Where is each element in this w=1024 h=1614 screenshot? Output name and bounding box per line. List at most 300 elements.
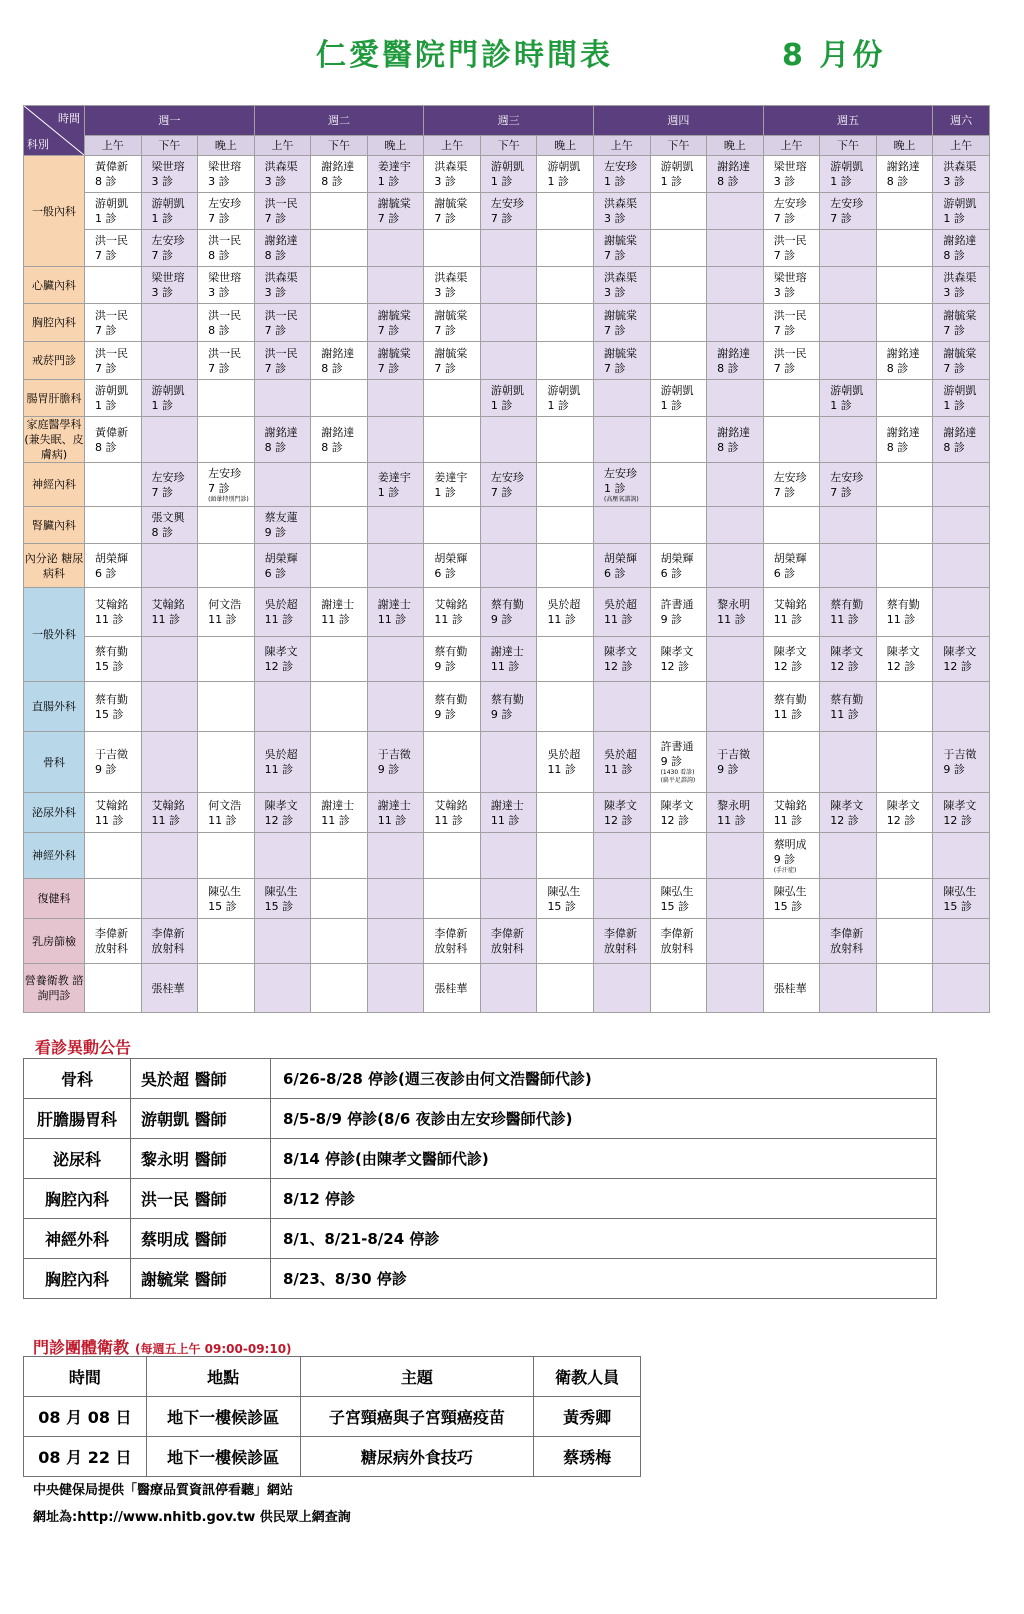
doctor-name: 洪森渠 xyxy=(604,197,638,210)
schedule-row xyxy=(24,417,990,463)
schedule-cell xyxy=(594,230,651,267)
clinic-room: 8 診 xyxy=(717,440,739,454)
schedule-cell xyxy=(650,682,707,732)
schedule-cell xyxy=(480,793,537,833)
doctor-name: 洪森渠 xyxy=(943,160,977,173)
doctor-name: 游朝凱 xyxy=(490,384,524,397)
doctor-name: 陳孝文 xyxy=(773,645,807,658)
schedule-cell xyxy=(537,380,594,417)
clinic-room: 1 診 xyxy=(377,175,400,188)
clinic-room: 3 診 xyxy=(151,175,174,188)
department-label: 一般內科 xyxy=(24,156,85,267)
clinic-room: 1 診 xyxy=(547,175,569,188)
schedule-cell xyxy=(933,682,990,732)
doctor-name: 謝毓棠 xyxy=(377,346,411,360)
schedule-cell xyxy=(763,507,820,544)
clinic-room: 12 診 xyxy=(830,660,859,673)
clinic-room: 7 診 xyxy=(264,323,287,337)
schedule-cell xyxy=(141,964,198,1013)
doctor-name: 蔡有勤 xyxy=(434,692,468,706)
doctor-name: 洪一民 xyxy=(95,308,128,322)
schedule-cell xyxy=(820,193,877,230)
clinic-room: 3 診 xyxy=(208,175,230,188)
clinic-room: 3 診 xyxy=(773,175,796,188)
doctor-name: 洪森渠 xyxy=(604,271,638,284)
doctor-name: 謝毓棠 xyxy=(377,197,411,210)
schedule-cell xyxy=(876,507,933,544)
session-header: 晚上 xyxy=(537,136,594,156)
clinic-room: 1 診 xyxy=(95,399,117,412)
department-label: 神經內科 xyxy=(24,463,85,507)
schedule-cell xyxy=(763,793,820,833)
clinic-room: 1 診 xyxy=(490,175,513,188)
schedule-cell xyxy=(537,879,594,919)
schedule-cell xyxy=(763,230,820,267)
session-header: 下午 xyxy=(480,136,537,156)
schedule-cell xyxy=(254,682,311,732)
doctor-name: 梁世瑢 xyxy=(208,271,242,284)
doctor-name: 陳弘生 xyxy=(773,884,807,898)
department-label: 腸胃肝膽科 xyxy=(24,380,85,417)
doctor-name: 陳孝文 xyxy=(830,645,864,658)
cell-note: (1430 看診) xyxy=(660,769,695,776)
schedule-cell xyxy=(933,417,990,463)
department-label: 復健科 xyxy=(24,879,85,919)
schedule-cell xyxy=(311,544,368,588)
clinic-room: 6 診 xyxy=(604,566,626,580)
schedule-cell xyxy=(198,267,255,304)
schedule-cell xyxy=(367,267,424,304)
clinic-room: 12 診 xyxy=(604,813,633,827)
schedule-cell xyxy=(424,793,481,833)
schedule-cell xyxy=(424,637,481,682)
clinic-room: 6 診 xyxy=(660,566,683,580)
cell-note: (高壓氧諮詢) xyxy=(604,495,639,503)
schedule-cell xyxy=(198,964,255,1013)
session-header: 上午 xyxy=(254,136,311,156)
schedule-cell xyxy=(707,267,764,304)
schedule-cell xyxy=(367,230,424,267)
edu-location: 地下一樓候診區 xyxy=(146,1437,300,1477)
clinic-room: 7 診 xyxy=(604,323,626,337)
schedule-cell xyxy=(254,544,311,588)
doctor-name: 游朝凱 xyxy=(830,160,864,173)
clinic-room: 1 診 xyxy=(547,399,569,412)
clinic-room: 15 診 xyxy=(943,899,972,913)
schedule-cell xyxy=(876,156,933,193)
schedule-cell xyxy=(650,637,707,682)
schedule-cell xyxy=(650,156,707,193)
doctor-name: 左安珍 xyxy=(773,470,807,484)
announcement-table xyxy=(23,1058,937,1299)
schedule-cell xyxy=(707,919,764,964)
doctor-name: 左安珍 xyxy=(208,466,242,480)
schedule-cell xyxy=(254,919,311,964)
doctor-name: 陳孝文 xyxy=(604,798,638,812)
doctor-name: 艾翰銘 xyxy=(434,598,468,611)
department-label: 戒菸門診 xyxy=(24,342,85,380)
schedule-row xyxy=(24,637,990,682)
doctor-name: 陳孝文 xyxy=(264,798,298,812)
schedule-cell xyxy=(876,417,933,463)
schedule-cell xyxy=(311,380,368,417)
clinic-room: 12 診 xyxy=(943,813,972,827)
cell-note: (手汗症) xyxy=(773,866,797,874)
cell-note: (頭暈特別門診) xyxy=(208,495,249,503)
schedule-cell xyxy=(311,507,368,544)
day-header: 週四 xyxy=(594,106,764,136)
clinic-room: 15 診 xyxy=(264,899,294,913)
schedule-cell xyxy=(537,544,594,588)
ann-dept: 泌尿科 xyxy=(24,1139,131,1179)
schedule-cell xyxy=(933,793,990,833)
schedule-row xyxy=(24,588,990,637)
doctor-name: 洪森渠 xyxy=(264,160,298,173)
clinic-room: 放射科 xyxy=(490,942,524,955)
clinic-room: 1 診 xyxy=(604,175,626,188)
schedule-cell xyxy=(311,156,368,193)
doctor-name: 謝毓棠 xyxy=(604,346,638,360)
announcement-row xyxy=(24,1179,937,1219)
schedule-cell xyxy=(594,588,651,637)
schedule-cell xyxy=(367,193,424,230)
schedule-cell xyxy=(480,193,537,230)
session-header: 下午 xyxy=(650,136,707,156)
schedule-cell xyxy=(311,304,368,342)
doctor-name: 洪森渠 xyxy=(943,271,977,284)
schedule-cell xyxy=(480,879,537,919)
schedule-cell xyxy=(594,267,651,304)
schedule-cell xyxy=(820,964,877,1013)
schedule-cell xyxy=(537,833,594,879)
doctor-name: 謝毓棠 xyxy=(377,308,411,322)
doctor-name: 洪一民 xyxy=(208,308,242,322)
schedule-cell xyxy=(254,230,311,267)
schedule-cell xyxy=(367,380,424,417)
doctor-name: 于吉徵 xyxy=(377,748,411,761)
schedule-cell xyxy=(763,380,820,417)
doctor-name: 謝毓棠 xyxy=(604,308,638,322)
doctor-name: 吳於超 xyxy=(604,748,638,761)
doctor-name: 謝銘達 xyxy=(321,425,355,439)
clinic-room: 3 診 xyxy=(943,286,965,299)
doctor-name: 姜達宇 xyxy=(434,470,468,484)
doctor-name: 游朝凱 xyxy=(547,160,581,173)
clinic-room: 7 診 xyxy=(95,323,117,337)
schedule-cell xyxy=(198,342,255,380)
schedule-cell xyxy=(254,507,311,544)
doctor-name: 游朝凱 xyxy=(95,384,128,397)
education-subtitle: (每週五上午 09:00-09:10) xyxy=(135,1342,292,1356)
ann-doctor: 游朝凱 醫師 xyxy=(131,1099,271,1139)
schedule-cell xyxy=(537,156,594,193)
schedule-cell xyxy=(254,342,311,380)
clinic-room: 7 診 xyxy=(434,323,456,337)
schedule-cell xyxy=(480,463,537,507)
schedule-cell xyxy=(820,637,877,682)
clinic-room: 11 診 xyxy=(95,613,124,626)
ann-doctor: 謝毓棠 醫師 xyxy=(131,1259,271,1299)
schedule-cell xyxy=(367,879,424,919)
clinic-room: 11 診 xyxy=(490,813,520,827)
clinic-room: 3 診 xyxy=(434,175,456,188)
doctor-name: 陳孝文 xyxy=(886,645,920,658)
schedule-cell xyxy=(311,588,368,637)
clinic-room: 1 診 xyxy=(604,481,626,495)
clinic-room: 8 診 xyxy=(208,249,230,262)
doctor-name: 左安珍 xyxy=(208,197,242,210)
doctor-name: 姜達宇 xyxy=(377,160,411,173)
clinic-room: 11 診 xyxy=(547,763,576,776)
schedule-cell xyxy=(480,588,537,637)
schedule-row xyxy=(24,682,990,732)
schedule-cell xyxy=(424,156,481,193)
doctor-name: 洪一民 xyxy=(773,234,807,247)
doctor-name: 游朝凱 xyxy=(95,197,128,210)
schedule-cell xyxy=(876,879,933,919)
ann-note: 6/26-8/28 停診(週三夜診由何文浩醫師代診) xyxy=(271,1059,937,1099)
clinic-room: 6 診 xyxy=(264,566,287,580)
doctor-name: 黎永明 xyxy=(717,798,751,812)
doctor-name: 陳孝文 xyxy=(943,798,977,812)
doctor-name: 艾翰銘 xyxy=(151,798,185,812)
schedule-cell xyxy=(141,417,198,463)
doctor-name: 謝達士 xyxy=(321,798,355,812)
doctor-name: 胡榮輝 xyxy=(660,551,694,565)
schedule-cell xyxy=(763,463,820,507)
clinic-room: 12 診 xyxy=(886,813,916,827)
clinic-room: 放射科 xyxy=(830,942,864,955)
schedule-cell xyxy=(480,919,537,964)
schedule-row xyxy=(24,156,990,193)
doctor-name: 謝銘達 xyxy=(717,425,751,439)
schedule-cell xyxy=(367,304,424,342)
clinic-room: 8 診 xyxy=(95,440,117,454)
clinic-room: 11 診 xyxy=(208,613,237,626)
schedule-cell xyxy=(594,342,651,380)
page-header xyxy=(0,30,1024,74)
clinic-room: 7 診 xyxy=(377,323,400,337)
schedule-cell xyxy=(594,637,651,682)
schedule-row xyxy=(24,964,990,1013)
schedule-cell xyxy=(763,304,820,342)
schedule-cell xyxy=(594,682,651,732)
doctor-name: 謝毓棠 xyxy=(434,346,468,360)
session-header: 下午 xyxy=(141,136,198,156)
schedule-cell xyxy=(707,380,764,417)
cell-note: (扁平足諮詢) xyxy=(660,777,696,784)
schedule-cell xyxy=(85,637,142,682)
clinic-room: 7 診 xyxy=(264,361,287,375)
announcement-row xyxy=(24,1059,937,1099)
doctor-name: 艾翰銘 xyxy=(151,598,185,611)
schedule-cell xyxy=(198,637,255,682)
clinic-room: 7 診 xyxy=(377,361,400,375)
schedule-cell xyxy=(424,919,481,964)
schedule-cell xyxy=(85,588,142,637)
session-header: 上午 xyxy=(85,136,142,156)
schedule-cell xyxy=(198,230,255,267)
schedule-cell xyxy=(85,417,142,463)
clinic-room: 11 診 xyxy=(604,613,633,626)
doctor-name: 李偉新 xyxy=(660,927,694,940)
clinic-room: 7 診 xyxy=(943,361,965,375)
doctor-name: 蔡有勤 xyxy=(773,692,807,706)
schedule-cell xyxy=(424,463,481,507)
department-label: 家庭醫學科 (兼失眠、皮膚病) xyxy=(24,418,84,461)
doctor-name: 游朝凱 xyxy=(943,197,977,210)
schedule-cell xyxy=(876,342,933,380)
schedule-cell xyxy=(763,964,820,1013)
schedule-cell xyxy=(85,682,142,732)
schedule-cell xyxy=(537,919,594,964)
schedule-cell xyxy=(650,380,707,417)
schedule-cell xyxy=(424,879,481,919)
doctor-name: 游朝凱 xyxy=(151,197,185,210)
clinic-room: 15 診 xyxy=(547,899,576,913)
day-header: 週一 xyxy=(85,106,255,136)
schedule-cell xyxy=(820,682,877,732)
schedule-row xyxy=(24,193,990,230)
schedule-cell xyxy=(820,304,877,342)
schedule-cell xyxy=(594,193,651,230)
clinic-room: 9 診 xyxy=(717,763,739,776)
schedule-cell xyxy=(594,304,651,342)
edu-date: 08 月 08 日 xyxy=(24,1397,147,1437)
clinic-room: 11 診 xyxy=(377,813,407,827)
department-label: 直腸外科 xyxy=(24,682,85,732)
doctor-name: 謝達士 xyxy=(490,645,524,658)
session-header: 上午 xyxy=(933,136,990,156)
announcement-row xyxy=(24,1219,937,1259)
schedule-cell xyxy=(933,588,990,637)
schedule-cell xyxy=(198,380,255,417)
schedule-cell xyxy=(876,230,933,267)
schedule-cell xyxy=(141,544,198,588)
clinic-room: 7 診 xyxy=(490,485,513,499)
edu-date: 08 月 22 日 xyxy=(24,1437,147,1477)
edu-header: 主題 xyxy=(300,1357,534,1397)
clinic-room: 7 診 xyxy=(773,361,796,375)
doctor-name: 吳於超 xyxy=(547,748,581,761)
schedule-cell xyxy=(367,588,424,637)
schedule-cell xyxy=(254,588,311,637)
schedule-cell xyxy=(311,833,368,879)
doctor-name: 許書通 xyxy=(660,598,694,611)
department-label: 骨科 xyxy=(24,732,85,793)
schedule-cell xyxy=(198,919,255,964)
schedule-cell xyxy=(311,682,368,732)
doctor-name: 梁世瑢 xyxy=(773,160,807,173)
schedule-cell xyxy=(876,304,933,342)
clinic-room: 7 診 xyxy=(208,481,230,495)
schedule-cell xyxy=(650,588,707,637)
doctor-name: 謝毓棠 xyxy=(434,197,468,210)
schedule-cell xyxy=(820,230,877,267)
doctor-name: 吳於超 xyxy=(264,748,298,761)
doctor-name: 李偉新 xyxy=(434,927,468,940)
clinic-room: 9 診 xyxy=(943,763,965,776)
schedule-cell xyxy=(650,230,707,267)
schedule-cell xyxy=(254,417,311,463)
doctor-name: 左安珍 xyxy=(830,470,864,484)
doctor-name: 李偉新 xyxy=(95,927,128,940)
clinic-room: 8 診 xyxy=(321,440,343,454)
session-header: 晚上 xyxy=(707,136,764,156)
doctor-name: 游朝凱 xyxy=(151,384,185,397)
clinic-room: 7 診 xyxy=(773,485,796,499)
clinic-room: 8 診 xyxy=(264,440,287,454)
clinic-room: 7 診 xyxy=(151,485,174,499)
schedule-row xyxy=(24,230,990,267)
doctor-name: 胡榮輝 xyxy=(264,551,298,565)
schedule-cell xyxy=(594,507,651,544)
schedule-cell xyxy=(707,230,764,267)
schedule-row xyxy=(24,833,990,879)
clinic-room: 1 診 xyxy=(151,212,174,225)
doctor-name: 于吉徵 xyxy=(717,748,751,761)
doctor-name: 謝毓棠 xyxy=(434,308,468,322)
schedule-cell xyxy=(537,193,594,230)
doctor-name: 謝達士 xyxy=(321,598,355,611)
schedule-cell xyxy=(480,267,537,304)
doctor-name: 張桂華 xyxy=(773,981,807,995)
page-month: 8 月份 xyxy=(782,38,886,73)
footer-line-1: 中央健保局提供「醫療品質資訊停看聽」網站 xyxy=(33,1483,294,1498)
department-label: 一般外科 xyxy=(24,588,85,682)
schedule-cell xyxy=(424,342,481,380)
schedule-cell xyxy=(141,507,198,544)
schedule-cell xyxy=(480,964,537,1013)
schedule-cell xyxy=(141,380,198,417)
doctor-name: 陳弘生 xyxy=(660,884,694,898)
schedule-cell xyxy=(85,230,142,267)
ann-note: 8/14 停診(由陳孝文醫師代診) xyxy=(271,1139,937,1179)
schedule-cell xyxy=(141,879,198,919)
schedule-cell xyxy=(424,964,481,1013)
clinic-room: 11 診 xyxy=(321,613,350,626)
doctor-name: 洪一民 xyxy=(264,308,298,322)
schedule-cell xyxy=(424,588,481,637)
schedule-cell xyxy=(933,304,990,342)
doctor-name: 陳弘生 xyxy=(264,884,298,898)
doctor-name: 謝達士 xyxy=(490,798,524,812)
schedule-cell xyxy=(820,919,877,964)
clinic-room: 7 診 xyxy=(773,249,796,262)
clinic-room: 9 診 xyxy=(660,755,683,768)
schedule-cell xyxy=(85,463,142,507)
doctor-name: 謝銘達 xyxy=(264,425,298,439)
clinic-room: 15 診 xyxy=(660,899,690,913)
session-header: 上午 xyxy=(424,136,481,156)
clinic-room: 7 診 xyxy=(434,361,456,375)
schedule-row xyxy=(24,380,990,417)
schedule-cell xyxy=(480,544,537,588)
ann-dept: 肝膽腸胃科 xyxy=(24,1099,131,1139)
education-title xyxy=(33,1335,292,1358)
schedule-cell xyxy=(820,833,877,879)
doctor-name: 謝銘達 xyxy=(886,160,920,173)
edu-topic: 子宮頸癌與子宮頸癌疫苗 xyxy=(300,1397,534,1437)
schedule-cell xyxy=(876,463,933,507)
clinic-room: 11 診 xyxy=(773,813,803,827)
schedule-cell xyxy=(424,507,481,544)
schedule-cell xyxy=(311,342,368,380)
schedule-cell xyxy=(594,793,651,833)
clinic-room: 3 診 xyxy=(434,286,456,299)
schedule-cell xyxy=(311,793,368,833)
doctor-name: 蔡友蓮 xyxy=(264,511,298,524)
